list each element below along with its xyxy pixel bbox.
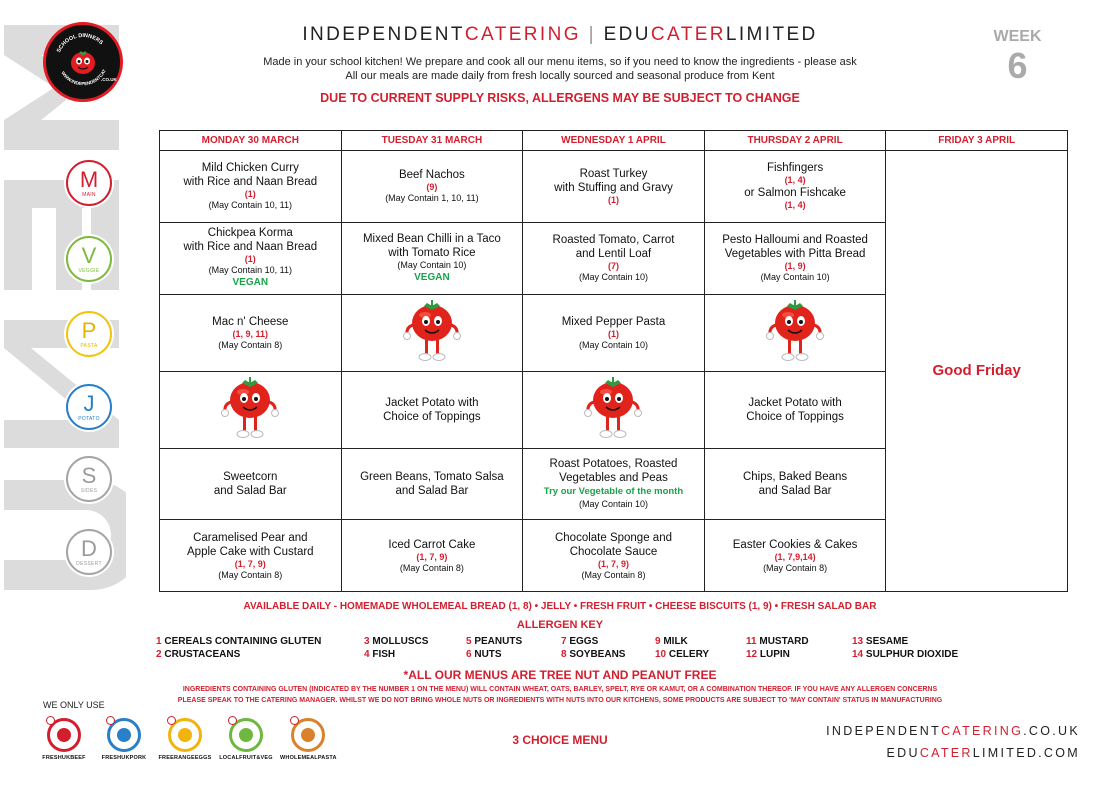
tomato-mascot-icon [215,374,285,442]
gluten-line-2: PLEASE SPEAK TO THE CATERING MANAGER. WHILST WE DO NOT BRING WHOLE NUTS OR INGREDIENTS WITH NUTS INTO OUR KITCHENS, SOME PRODUCTS ARE SUBJECT TO 'MAY CONTAIN' STATUS IN MANUFACTURING [177,697,943,704]
wheat-icon [301,728,315,742]
allergen-item: 3 MOLLUSCS [364,636,429,647]
menu-cell-sides-wed: Roast Potatoes, Roasted Vegetables and Peas Try our Vegetable of the month (May Contain 10) [523,448,705,520]
intro-text [160,55,960,83]
menu-cell-veggie-thu: Pesto Halloumi and Roasted Vegetables with Pitta Bread (1, 9) (May Contain 10) [704,222,886,294]
allergen-key-title: ALLERGEN KEY [516,619,604,631]
veggie-category-icon [64,234,114,284]
brand-catering: CATERING [464,24,581,45]
menu-cell-dessert-wed: Chocolate Sponge and Chocolate Sauce (1, 7, 9) (May Contain 8) [523,520,705,592]
potato-letter: J [83,390,95,416]
pasta-word: PASTA [80,342,98,349]
pasta-category-icon [64,309,114,359]
menu-cell-veggie-tue: Mixed Bean Chilli in a Taco with Tomato Rice (May Contain 10) VEGAN [341,222,523,294]
menu-cell-pasta-wed: Mixed Pepper Pasta (1) (May Contain 10) [523,294,705,371]
beef-icon [57,728,71,742]
menu-cell-pasta-thu [704,294,886,371]
school-dinners-logo [43,22,123,102]
hen-icon [178,728,192,742]
available-daily: AVAILABLE DAILY - HOMEMADE WHOLEMEAL BREAD (1, 8) • JELLY • FRESH FRUIT • CHEESE BISCUITS (1, 9) • FRESH SALAD BAR [243,601,877,612]
free-range-eggs-badge: FREERANGEEGGS [157,718,213,761]
sides-letter: S [81,462,97,488]
allergen-item: 6 NUTS [466,649,502,660]
menu-cell-pasta-mon: Mac n' Cheese (1, 9, 11) (May Contain 8) [160,294,342,371]
day-header-monday: MONDAY 30 MARCH [160,131,342,151]
menu-cell-potato-mon [160,371,342,448]
menu-cell-main-tue: Beef Nachos (9) (May Contain 1, 10, 11) [341,151,523,223]
nut-free-notice: *ALL OUR MENUS ARE TREE NUT AND PEANUT FREE [403,668,717,682]
main-row [160,151,1068,223]
tomato-mascot-icon [760,297,830,365]
dessert-word: DESSERT [76,560,102,567]
day-header-friday: FRIDAY 3 APRIL [886,131,1068,151]
apple-icon [239,728,253,742]
allergen-item: 8 SOYBEANS [561,649,626,660]
good-friday-label: Good Friday [932,361,1021,379]
dessert-letter: D [81,535,97,561]
sides-word: SIDES [80,487,98,494]
main-category-icon [64,158,114,208]
allergen-item: 10 CELERY [655,649,710,660]
dessert-category-icon [64,527,114,577]
fresh-uk-pork-badge: FRESHUKPORK [96,718,152,761]
three-choice-menu: 3 CHOICE MENU [512,733,608,747]
veggie-letter: V [81,242,97,268]
day-header-row [160,131,1068,151]
allergen-item: 5 PEANUTS [466,636,523,647]
allergen-item: 7 EGGS [561,636,599,647]
main-letter: M [79,166,99,192]
logo-side-text: .CO.UK [101,77,117,82]
logo-top-text: SCHOOL DINNERS [56,32,104,54]
menu-cell-dessert-mon: Caramelised Pear and Apple Cake with Custard (1, 7, 9) (May Contain 8) [160,520,342,592]
brand-limited: LIMITED [725,24,818,45]
intro-line-1: Made in your school kitchen! We prepare and cook all our menu items, so if you need to know the ingredients - please ask [263,56,857,68]
vegan-badge: VEGAN [414,271,450,283]
allergen-item: 1 CEREALS CONTAINING GLUTEN [156,636,322,647]
allergen-item: 12 LUPIN [746,649,790,660]
vegan-badge: VEGAN [232,277,269,289]
allergen-item: 4 FISH [364,649,396,660]
menu-cell-sides-tue: Green Beans, Tomato Salsa and Salad Bar [341,448,523,520]
logo-tomato-icon [46,25,120,99]
week-indicator [980,28,1055,86]
brand-cater: CATER [650,24,726,45]
website-independentcatering[interactable]: INDEPENDENTCATERING.CO.UK [826,724,1080,738]
pork-icon [117,728,131,742]
menu-cell-potato-wed [523,371,705,448]
potato-category-icon [64,382,114,432]
menu-cell-pasta-tue [341,294,523,371]
day-header-wednesday: WEDNESDAY 1 APRIL [523,131,705,151]
pasta-letter: P [81,317,97,343]
allergen-item: 13 SESAME [852,636,909,647]
menu-cell-main-thu: Fishfingers (1, 4) or Salmon Fishcake (1, 4) [704,151,886,223]
gluten-notice [110,684,1010,706]
menu-cell-potato-tue: Jacket Potato with Choice of Toppings [341,371,523,448]
menu-table [159,130,1068,592]
menu-cell-main-mon: Mild Chicken Curry with Rice and Naan Bread (1) (May Contain 10, 11) [160,151,342,223]
website-educaterlimited[interactable]: EDUCATERLIMITED.COM [886,746,1080,760]
supply-warning: DUE TO CURRENT SUPPLY RISKS, ALLERGENS MAY BE SUBJECT TO CHANGE [320,91,800,105]
tomato-mascot-icon [397,297,467,365]
menu-cell-veggie-wed: Roasted Tomato, Carrot and Lentil Loaf (7) (May Contain 10) [523,222,705,294]
fresh-uk-beef-badge: FRESHUKBEEF [36,718,92,761]
allergen-item: 14 SULPHUR DIOXIDE [852,649,959,660]
intro-line-2: All our meals are made daily from fresh locally sourced and seasonal produce from Kent [345,70,775,82]
day-header-tuesday: TUESDAY 31 MARCH [341,131,523,151]
veggie-word: VEGGIE [78,267,100,274]
sides-category-icon [64,454,114,504]
tomato-mascot-icon [578,374,648,442]
menu-cell-dessert-thu: Easter Cookies & Cakes (1, 7,9,14) (May Contain 8) [704,520,886,592]
brand-header: INDEPENDENTCATERING | EDUCATERLIMITED [302,24,818,45]
main-word: MAIN [82,191,96,198]
menu-cell-potato-thu: Jacket Potato with Choice of Toppings [704,371,886,448]
local-fruit-veg-badge: LOCALFRUIT&VEG [218,718,274,761]
we-only-use-label: WE ONLY USE [43,700,105,710]
logo-bottom-text: WWW.INDEPENDENTCAT [60,68,107,87]
menu-cell-veggie-mon: Chickpea Korma with Rice and Naan Bread (1) (May Contain 10, 11) VEGAN [160,222,342,294]
potato-word: POTATO [78,415,100,422]
allergen-item: 9 MILK [655,636,688,647]
brand-edu: EDU [603,24,651,45]
brand-independent: INDEPENDENT [302,24,465,45]
svg-text:SCHOOL DINNERS [56,33,104,54]
week-label: WEEK [993,28,1042,45]
menu-cell-friday [886,151,1068,592]
week-number: 6 [1007,45,1028,86]
wholemeal-pasta-badge: WHOLEMEALPASTA [280,718,336,761]
allergen-item: 11 MUSTARD [746,636,809,647]
veg-of-month: Try our Vegetable of the month [543,486,684,498]
menu-cell-dessert-tue: Iced Carrot Cake (1, 7, 9) (May Contain 8) [341,520,523,592]
menu-cell-sides-thu: Chips, Baked Beans and Salad Bar [704,448,886,520]
day-header-thursday: THURSDAY 2 APRIL [704,131,886,151]
menu-cell-main-wed: Roast Turkey with Stuffing and Gravy (1) [523,151,705,223]
allergen-item: 2 CRUSTACEANS [156,649,241,660]
gluten-line-1: INGREDIENTS CONTAINING GLUTEN (INDICATED BY THE NUMBER 1 ON THE MENU) WILL CONTAIN WHEAT, OATS, BARLEY, SPELT, RYE OR KAMUT, OR A COMBINATION THEREOF. IF YOU HAVE ANY ALLERGEN CONCERNS [182,686,938,693]
menu-cell-sides-mon: Sweetcorn and Salad Bar [160,448,342,520]
